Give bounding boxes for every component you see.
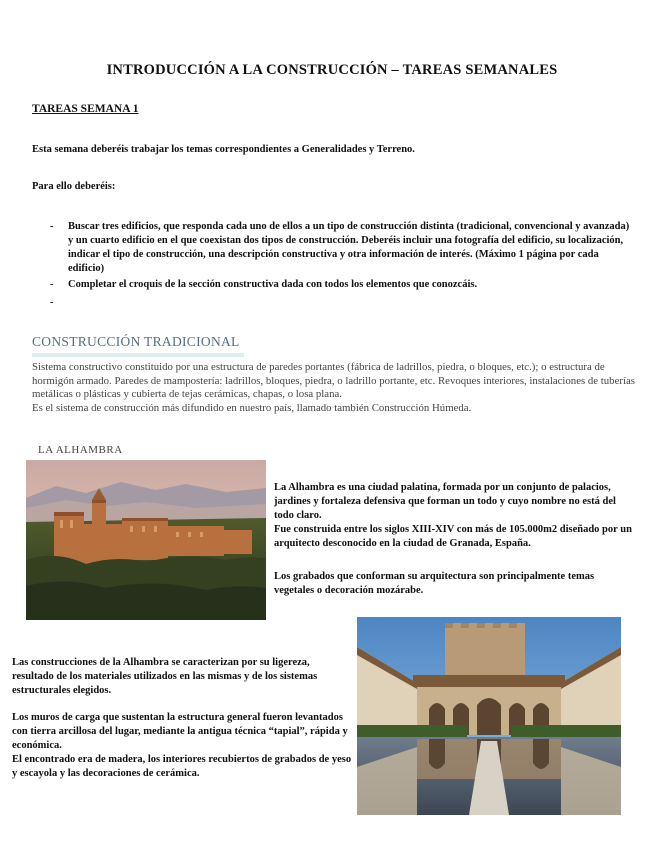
task-list: [32, 220, 632, 308]
alhambra-paragraph-4-text: Los muros de carga que sustentan la estructura general fueron levantados con tierra arcillosa del lugar, mediante la antigua técnica “tapial”, rápida y económica.: [12, 712, 348, 751]
intro-lead: Para ello deberéis:: [32, 181, 116, 192]
alhambra-heading: LA ALHAMBRA: [38, 444, 123, 456]
alhambra-paragraph-1: [274, 481, 636, 551]
alhambra-paragraph-2: Los grabados que conforman su arquitectura son principalmente temas vegetales o decoración mozárabe.: [274, 571, 595, 596]
section-description-text-2: Es el sistema de construcción más difundido en nuestro país, llamado también Construcción Húmeda.: [32, 401, 472, 414]
section-heading: CONSTRUCCIÓN TRADICIONAL: [32, 334, 244, 357]
alhambra-paragraph-1-text: La Alhambra es una ciudad palatina, formada por un conjunto de palacios, jardines y fortaleza defensiva que forman un todo y cuyo nombre no está del todo claro.: [274, 482, 616, 521]
alhambra-paragraph-3: Las construcciones de la Alhambra se caracterizan por su ligereza, resultado de los materiales utilizados en las mismas y de los sistemas estructurales elegidos.: [12, 657, 318, 696]
section-description-text: Sistema constructivo constituido por una estructura de paredes portantes (fábrica de ladrillos, piedra, o bloques, etc.); o estructura de hormigón armado. Paredes de mampostería: ladrillos, bloques, piedra, o ladrillo portante, etc. Revoques interiores, instalaciones de tuberías metálicas o plásticas y cubierta de tejas cerámicas, chapas, o losa plana.: [32, 361, 635, 401]
bullet-dash: -: [50, 279, 54, 290]
section-description: [32, 361, 636, 415]
alhambra-paragraph-1b-text: Fue construida entre los siglos XIII-XIV con más de 105.000m2 diseñado por un arquitecto desconocido en la ciudad de Granada, España.: [274, 524, 632, 549]
task-text: Buscar tres edificios, que responda cada uno de ellos a un tipo de construcción distinta (tradicional, convencional y avanzada) y un cuarto edificio en el que coexistan dos tipos de construcción. Deberéis incluir una fotografía del edificio, su localización, indicar el tipo de construcción, una descripción constructiva y otra información de interés. (Máximo 1 página por cada edificio): [68, 221, 630, 274]
bullet-dash: -: [50, 221, 54, 232]
week-heading: TAREAS SEMANA 1: [32, 103, 139, 115]
intro-paragraph: Esta semana deberéis trabajar los temas correspondientes a Generalidades y Terreno.: [32, 144, 415, 155]
alhambra-paragraph-4: [12, 711, 352, 781]
bullet-dash: -: [50, 297, 54, 308]
document-title: INTRODUCCIÓN A LA CONSTRUCCIÓN – TAREAS SEMANALES: [106, 62, 558, 78]
list-item: [32, 278, 632, 292]
list-item: [32, 220, 632, 276]
patio-photo: [357, 617, 621, 815]
alhambra-photo: [26, 460, 266, 620]
alhambra-paragraph-4b-text: El encontrado era de madera, los interiores recubiertos de grabados de yeso y escayola y las decoraciones de cerámica.: [12, 754, 352, 779]
task-text: Completar el croquis de la sección constructiva dada con todos los elementos que conozcáis.: [68, 279, 478, 290]
